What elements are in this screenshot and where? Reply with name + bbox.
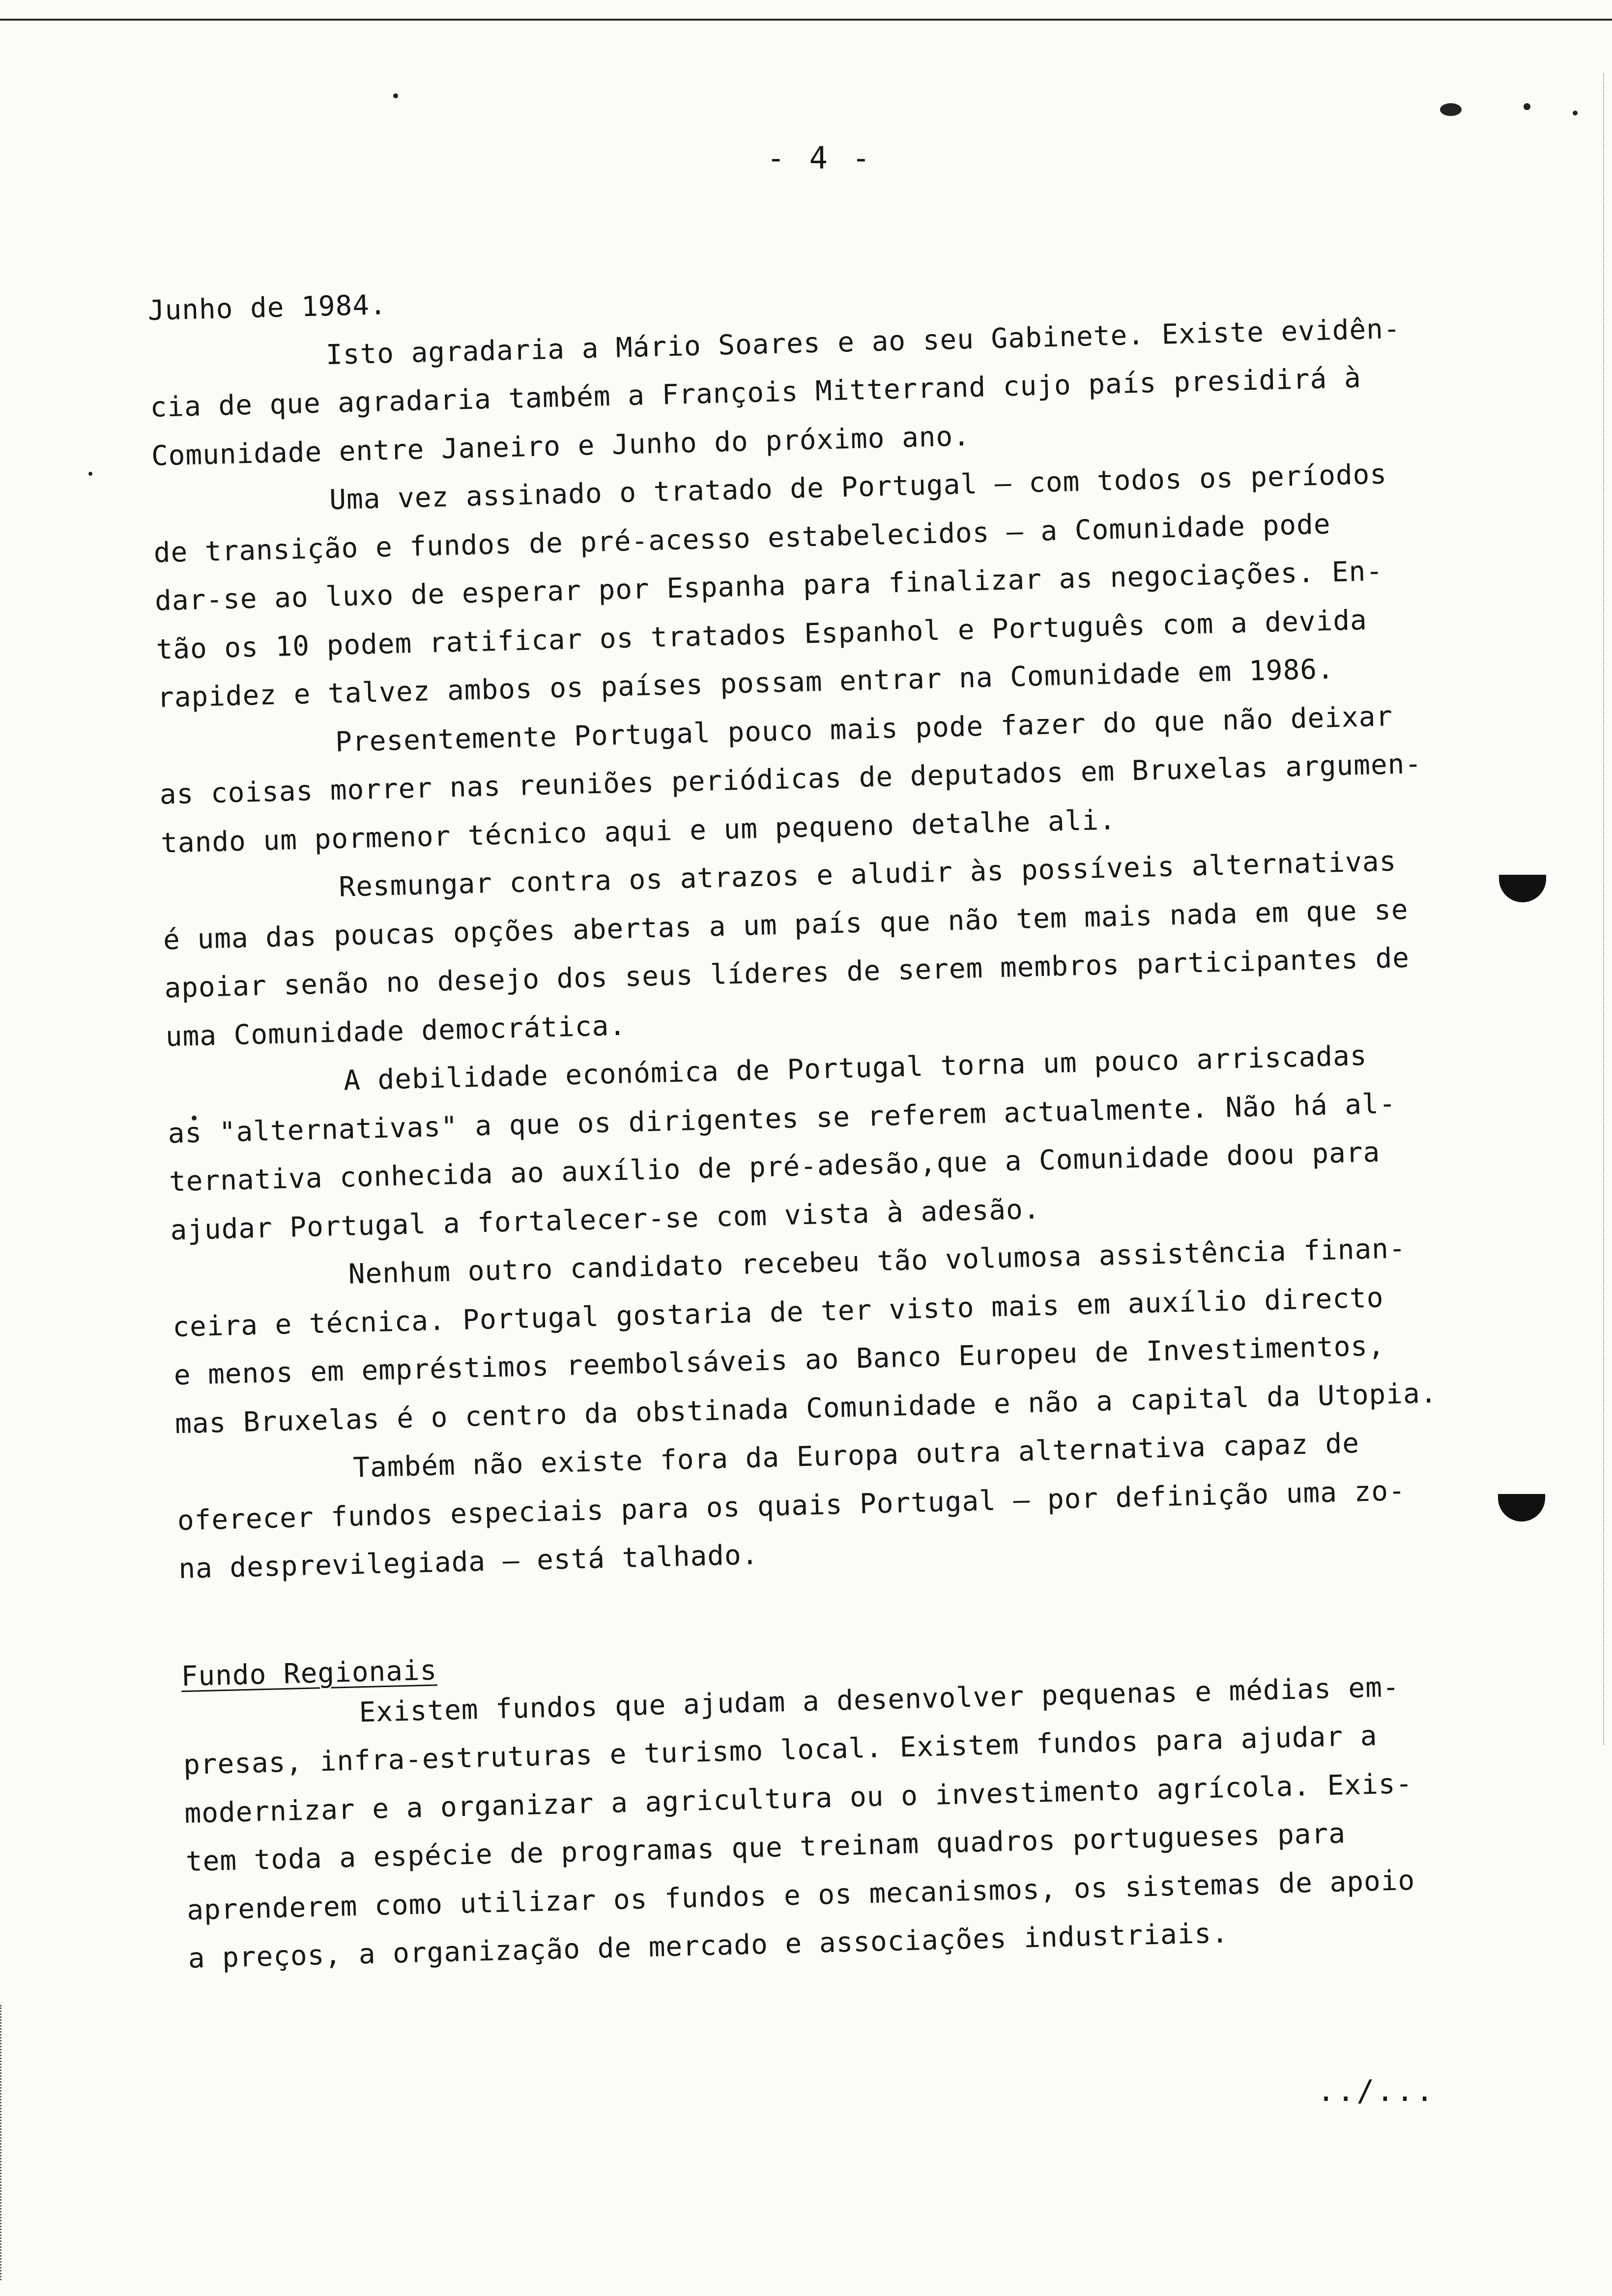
section-heading: Fundo Regionais xyxy=(180,1654,438,1693)
scan-speck xyxy=(1573,111,1578,115)
text-line: tem toda a espécie de programas que treinam quadros portugueses para xyxy=(185,1817,1346,1878)
text-line: oferecer fundos especiais para os quais Portugal – por definição uma zo- xyxy=(177,1474,1406,1537)
binder-hole xyxy=(1499,875,1546,902)
text-line: Nenhum outro candidato recebeu tão volumosa assistência finan- xyxy=(348,1233,1407,1291)
scan-top-rule xyxy=(0,19,1612,21)
text-line: ceira e técnica. Portugal gostaria de ter visto mais em auxílio directo xyxy=(172,1281,1384,1343)
text-line: ajudar Portugal a fortalecer-se com vista à adesão. xyxy=(170,1193,1041,1246)
text-line: tão os 10 podem ratificar os tratados Espanhol e Português com a devida xyxy=(155,604,1368,666)
binder-hole xyxy=(1498,1494,1545,1521)
scan-speck xyxy=(1440,103,1462,116)
text-line: uma Comunidade democrática. xyxy=(165,1009,627,1053)
text-line: dar-se ao luxo de esperar por Espanha para finalizar as negociações. En- xyxy=(154,555,1383,617)
text-line: as "alternativas" a que os dirigentes se referem actualmente. Não há al- xyxy=(167,1087,1397,1149)
text-line: apoiar senão no desejo dos seus líderes de serem membros participantes de xyxy=(164,942,1410,1004)
text-line: Uma vez assinado o tratado de Portugal – com todos os períodos xyxy=(329,458,1387,517)
text-line: Presentemente Portugal pouco mais pode fazer do que não deixar xyxy=(335,700,1393,758)
text-line: Junho de 1984. xyxy=(147,289,387,327)
text-line: aprenderem como utilizar os fundos e os mecanismos, os sistemas de apoio xyxy=(186,1864,1415,1926)
text-line: rapidez e talvez ambos os países possam entrar na Comunidade em 1986. xyxy=(157,653,1335,714)
text-line: Resmungar contra os atrazos e aludir às possíveis alternativas xyxy=(338,845,1397,903)
text-line: Existem fundos que ajudam a desenvolver pequenas e médias em- xyxy=(358,1671,1400,1728)
text-line: cia de que agradaria também a François Mitterrand cujo país presidirá à xyxy=(149,362,1362,424)
text-line: as coisas morrer nas reuniões periódicas de deputados em Bruxelas argumen- xyxy=(159,747,1422,811)
text-line: Comunidade entre Janeiro e Junho do próximo ano. xyxy=(151,420,971,472)
text-line: tando um pormenor técnico aqui e um pequeno detalhe ali. xyxy=(160,804,1117,860)
text-line: e menos em empréstimos reembolsáveis ao Banco Europeu de Investimentos, xyxy=(173,1330,1385,1392)
text-line: a preços, a organização de mercado e associações industriais. xyxy=(187,1917,1229,1975)
text-line: Isto agradaria a Mário Soares e ao seu Gabinete. Existe evidên- xyxy=(325,313,1401,371)
continuation-mark: ../... xyxy=(1317,2074,1436,2108)
text-line: Também não existe fora da Europa outra alternativa capaz de xyxy=(352,1427,1360,1484)
scan-edge-marks-left xyxy=(0,2005,4,2280)
text-line: A debilidade económica de Portugal torna um pouco arriscadas xyxy=(343,1039,1368,1097)
text-line: na desprevilegiada – está talhado. xyxy=(178,1539,759,1585)
scan-speck xyxy=(1524,103,1530,110)
text-line: ternativa conhecida ao auxílio de pré-adesão,que a Comunidade doou para xyxy=(169,1136,1381,1198)
text-line: presas, infra-estruturas e turismo local. Existem fundos para ajudar a xyxy=(183,1720,1378,1781)
text-line: mas Bruxelas é o centro da obstinada Comunidade e não a capital da Utopia. xyxy=(174,1377,1438,1440)
scan-edge-marks xyxy=(1603,74,1606,1745)
text-line: modernizar e a organizar a agricultura ou o investimento agrícola. Exis- xyxy=(184,1767,1413,1830)
scan-speck xyxy=(393,93,398,98)
page-number: - 4 - xyxy=(767,140,873,176)
text-line: é uma das poucas opções abertas a um país que não tem mais nada em que se xyxy=(163,893,1409,956)
text-line: de transição e fundos de pré-acesso estabelecidos – a Comunidade pode xyxy=(153,508,1331,569)
scan-speck xyxy=(88,472,92,476)
